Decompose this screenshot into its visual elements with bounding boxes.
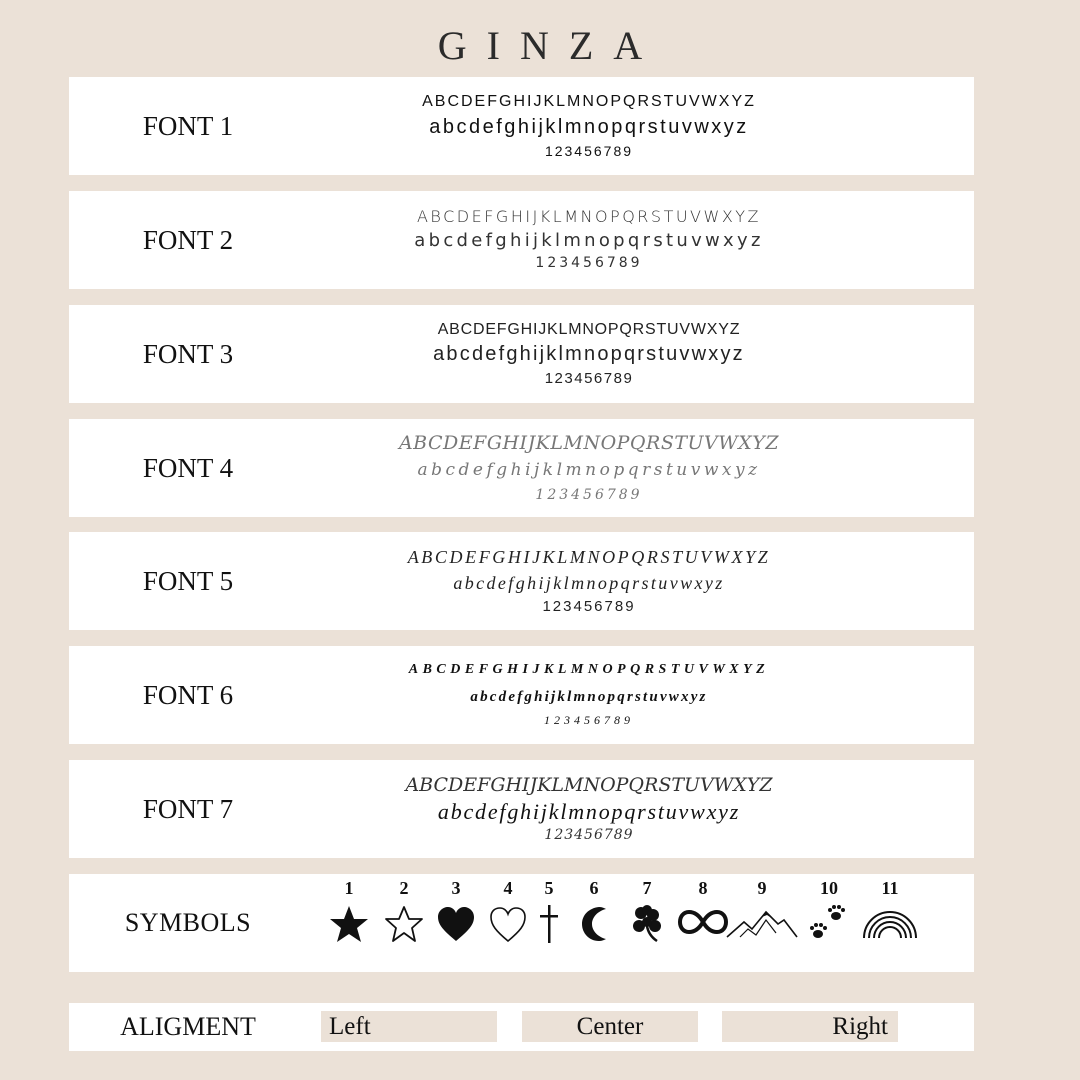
digits-sample: 123456789	[544, 712, 634, 727]
lowercase-sample: abcdefghijklmnopqrstuvwxyz	[437, 799, 741, 825]
uppercase-sample: ABCDEFGHIJKLMNOPQRSTUVWXYZ	[408, 662, 770, 678]
digits-sample: 123456789	[544, 370, 634, 388]
heart-filled-icon	[436, 904, 476, 944]
brand-logo: GINZA	[437, 23, 663, 68]
alignment-panel	[69, 1003, 974, 1051]
crescent-moon-icon	[574, 904, 614, 944]
font-sample	[319, 532, 859, 630]
digits-sample: 123456789	[535, 486, 643, 503]
cross-icon	[534, 904, 564, 944]
font-option-5[interactable]	[69, 532, 974, 630]
font-option-2[interactable]	[69, 191, 974, 289]
symbol-number: 8	[698, 878, 708, 898]
lowercase-sample: abcdefghijklmnopqrstuvwxyz	[453, 573, 725, 594]
symbol-option-1[interactable]	[319, 878, 379, 944]
lowercase-sample: abcdefghijklmnopqrstuvwxyz	[417, 460, 761, 481]
uppercase-sample: ABCDEFGHIJKLMNOPQRSTUVWXYZ	[416, 207, 762, 227]
shamrock-icon	[627, 904, 667, 944]
symbol-option-6[interactable]	[564, 878, 624, 944]
symbol-number: 3	[451, 878, 461, 898]
star-outline-icon	[384, 904, 424, 944]
font-sample	[319, 77, 859, 175]
font-label: FONT 7	[142, 793, 234, 824]
font-option-4[interactable]	[69, 419, 974, 517]
rainbow-icon	[861, 904, 919, 944]
symbol-number: 6	[589, 878, 599, 898]
symbol-number: 10	[820, 878, 838, 898]
digits-sample: 123456789	[544, 142, 634, 159]
font-label: FONT 1	[142, 110, 234, 141]
digits-sample: 123456789	[544, 826, 634, 843]
symbol-number: 2	[399, 878, 409, 898]
font-option-1[interactable]	[69, 77, 974, 175]
uppercase-sample: ABCDEFGHIJKLMNOPQRSTUVWXYZ	[422, 93, 756, 111]
symbol-number: 4	[503, 878, 513, 898]
font-option-7[interactable]	[69, 760, 974, 858]
symbol-option-3[interactable]	[426, 878, 486, 944]
symbol-number: 1	[344, 878, 354, 898]
align-center-option[interactable]: Center	[522, 1011, 698, 1042]
symbols-row	[69, 874, 974, 972]
font-label: FONT 4	[142, 452, 234, 483]
uppercase-sample: ABCDEFGHIJKLMNOPQRSTUVWXYZ	[437, 320, 741, 338]
lowercase-sample: abcdefghijklmnopqrstuvwxyz	[429, 115, 749, 138]
symbol-number: 11	[881, 878, 899, 898]
font-option-6[interactable]	[69, 646, 974, 744]
font-sample	[319, 646, 859, 744]
font-label: FONT 3	[142, 338, 234, 369]
lowercase-sample: abcdefghijklmnopqrstuvwxyz	[414, 229, 764, 251]
font-label: FONT 6	[142, 679, 234, 710]
infinity-icon	[677, 904, 729, 944]
symbols-label: SYMBOLS	[124, 908, 252, 937]
symbol-option-9[interactable]	[732, 878, 792, 944]
symbol-number: 5	[544, 878, 554, 898]
symbol-number: 9	[757, 878, 767, 898]
symbol-option-10[interactable]	[799, 878, 859, 944]
align-left-option[interactable]: Left	[321, 1011, 497, 1042]
symbol-option-8[interactable]	[673, 878, 733, 944]
font-sample	[319, 305, 859, 403]
font-sample	[319, 419, 859, 517]
symbol-option-11[interactable]	[860, 878, 920, 944]
symbol-option-2[interactable]	[374, 878, 434, 944]
font-sample	[319, 191, 859, 289]
symbol-option-7[interactable]	[617, 878, 677, 944]
font-sample	[319, 760, 859, 858]
star-filled-icon	[329, 904, 369, 944]
uppercase-sample: ABCDEFGHIJKLMNOPQRSTUVWXYZ	[405, 774, 773, 797]
digits-sample: 123456789	[542, 598, 636, 616]
uppercase-sample: ABCDEFGHIJKLMNOPQRSTUVWXYZ	[398, 432, 780, 455]
uppercase-sample: ABCDEFGHIJKLMNOPQRSTUVWXYZ	[407, 546, 771, 567]
lowercase-sample: abcdefghijklmnopqrstuvwxyz	[470, 688, 708, 705]
mountains-icon	[726, 904, 798, 944]
align-right-option[interactable]: Right	[722, 1011, 898, 1042]
lowercase-sample: abcdefghijklmnopqrstuvwxyz	[433, 343, 745, 366]
alignment-label: ALIGMENT	[120, 1012, 256, 1041]
font-label: FONT 5	[142, 565, 234, 596]
paw-prints-icon	[806, 904, 852, 944]
font-label: FONT 2	[142, 224, 234, 255]
symbols-panel	[69, 874, 974, 972]
font-option-3[interactable]	[69, 305, 974, 403]
symbol-number: 7	[642, 878, 652, 898]
digits-sample: 123456789	[535, 255, 643, 272]
